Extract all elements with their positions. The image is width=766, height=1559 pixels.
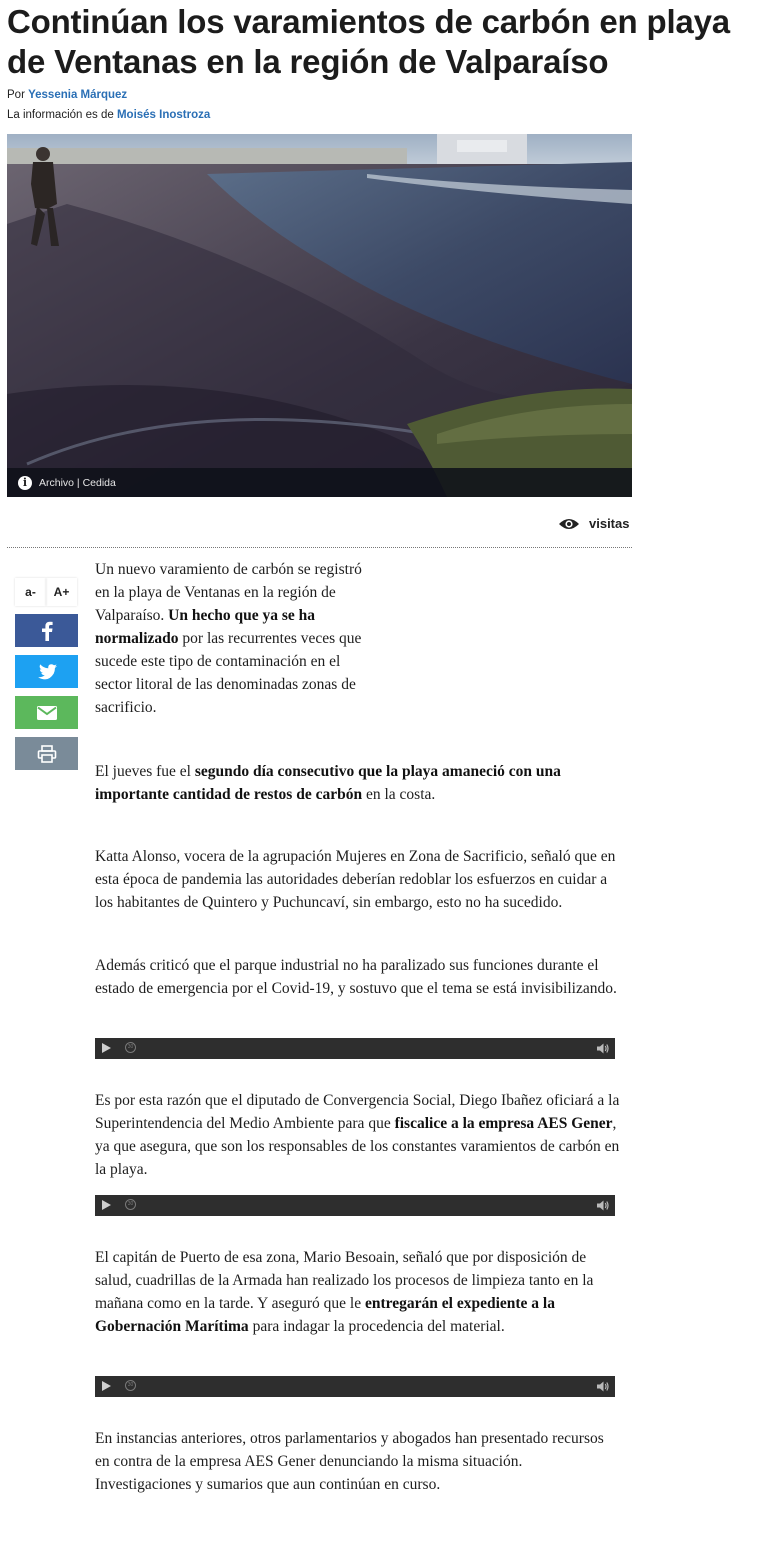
paragraph-7: En instancias anteriores, otros parlamentarios y abogados han presentado recursos en contra de la empresa AES Gener denunciando la misma situación. Investigaciones y sumarios que aun continúan en curso. [95,1430,604,1493]
audio-player[interactable] [95,1376,615,1397]
image-caption: Archivo | Cedida [39,476,116,489]
paragraph-bold: segundo día consecutivo que la playa amaneció con una importante cantidad de restos de carbón [95,763,561,803]
facebook-icon [41,621,53,641]
author-link[interactable]: Yessenia Márquez [28,89,128,101]
source-author-link[interactable]: Moisés Inostroza [116,109,211,121]
paragraph-2 [95,760,620,806]
visits-label: visitas [589,516,630,531]
paragraph-text: para indagar la procedencia del material. [248,1318,505,1335]
paragraph-text: , ya que asegura, que son los responsables de los constantes varamientos de carbón en la playa. [95,1115,620,1178]
byline [7,89,127,101]
paragraph-text: El jueves fue el [95,763,195,780]
audio-player[interactable] [95,1038,615,1059]
font-decrease-button[interactable]: a- [15,578,46,606]
font-increase-button[interactable]: A+ [46,578,77,606]
source-line [7,109,210,121]
volume-icon[interactable] [597,1200,609,1211]
print-icon [37,745,57,763]
audio-player[interactable] [95,1195,615,1216]
paragraph-text: por las recurrentes veces que sucede este tipo de contaminación en el sector litoral de las denominadas zonas de sacrificio. [95,630,362,716]
play-icon[interactable] [102,1200,111,1210]
rewind-icon[interactable]: 30 [125,1199,136,1210]
paragraph-bold: fiscalice a la empresa AES Gener [394,1115,613,1132]
twitter-icon [37,664,57,680]
volume-icon[interactable] [597,1381,609,1392]
share-facebook-button[interactable] [15,614,78,647]
divider [7,547,632,548]
rewind-icon[interactable]: 30 [125,1380,136,1391]
source-prefix: La información es de [7,109,114,121]
volume-icon[interactable] [597,1043,609,1054]
image-caption-bar [7,468,632,497]
beach-photo [7,134,632,497]
paragraph-3: Katta Alonso, vocera de la agrupación Mujeres en Zona de Sacrificio, señaló que en esta época de pandemia las autoridades deberían redoblar los esfuerzos en cuidar a los habitantes de Quintero y Puchuncaví, sin embargo, esto no ha sucedido. [95,848,616,911]
share-twitter-button[interactable] [15,655,78,688]
paragraph-text: Un nuevo varamiento de carbón se registró en la playa de Ventanas en la región de Valparaíso. [95,561,362,624]
play-icon[interactable] [102,1381,111,1391]
paragraph-4: Además criticó que el parque industrial no ha paralizado sus funciones durante el estado de emergencia por el Covid-19, y sostuvo que el tema se está invisibilizando. [95,957,617,997]
byline-prefix: Por [7,89,25,101]
info-icon: i [18,476,32,490]
share-print-button[interactable] [15,737,78,770]
hero-image [7,134,632,497]
paragraph-text: Es por esta razón que el diputado de Convergencia Social, Diego Ibañez oficiará a la Superintendencia del Medio Ambiente para que [95,1092,620,1132]
mail-icon [36,705,58,721]
eye-icon [558,517,580,531]
font-size-tools [15,578,77,606]
paragraph-text: en la costa. [362,786,436,803]
share-mail-button[interactable] [15,696,78,729]
paragraph-text: El capitán de Puerto de esa zona, Mario Besoain, señaló que por disposición de salud, cuadrillas de la Armada han realizado los procesos de limpieza tanto en la mañana como en la tarde. Y aseguró que le [95,1249,594,1312]
paragraph-5 [95,1089,620,1181]
article-title: Continúan los varamientos de carbón en playa de Ventanas en la región de Valparaíso [7,3,730,80]
play-icon[interactable] [102,1043,111,1053]
rewind-icon[interactable]: 30 [125,1042,136,1053]
paragraph-1 [95,558,363,719]
visits-counter [558,516,629,531]
paragraph-bold: entregarán el expediente a la Gobernación Marítima [95,1295,555,1335]
paragraph-6 [95,1246,620,1338]
paragraph-bold: Un hecho que ya se ha normalizado [95,607,316,647]
